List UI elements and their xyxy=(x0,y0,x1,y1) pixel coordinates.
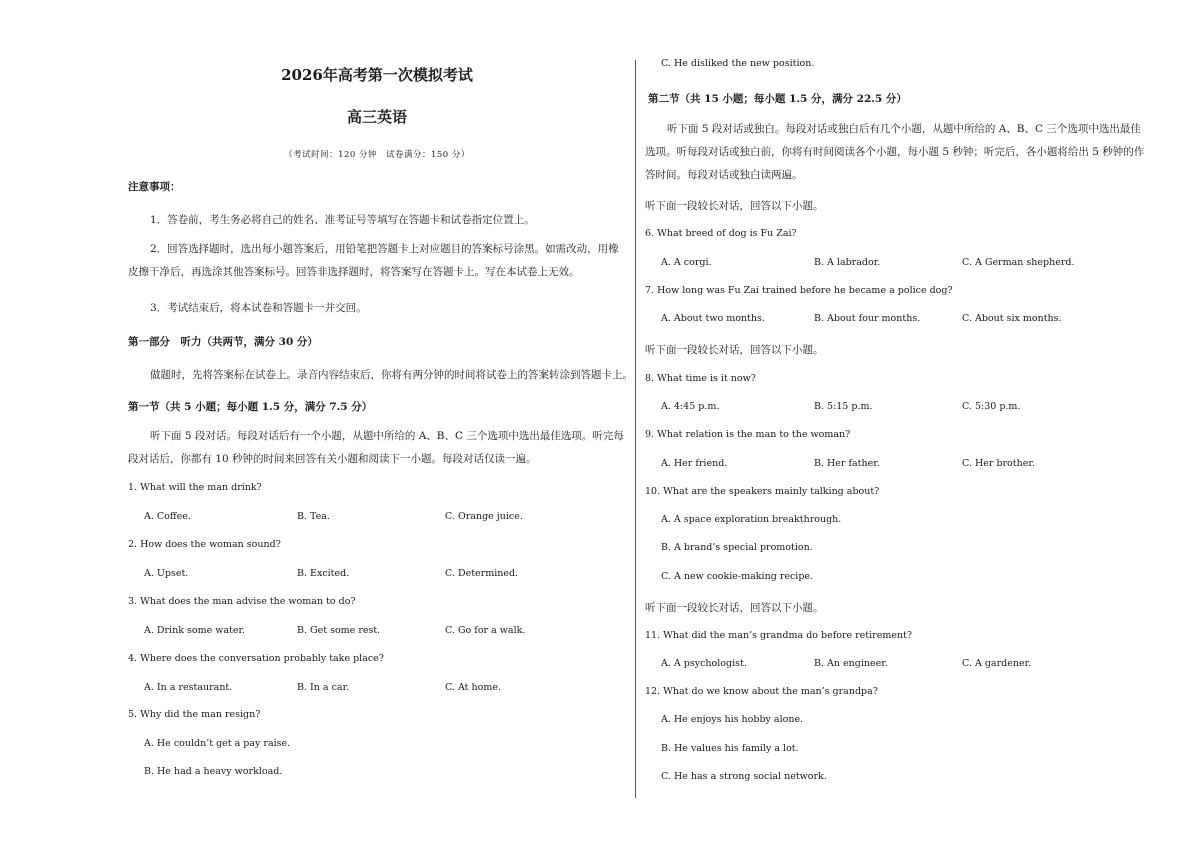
q1-option-c: C. Orange juice. xyxy=(445,511,523,522)
notice-item-2: 2．回答选择题时，选出每小题答案后，用铅笔把答题卡上对应题目的答案标号涂黑。如需改动，用橡皮擦干净后，再选涂其他答案标号。回答非选择题时，将答案写在答题卡上。写在本试卷上无效。 xyxy=(128,243,619,278)
exam-title: 2026年高考第一次模拟考试 xyxy=(281,66,473,84)
q6-option-a: A. A corgi. xyxy=(661,257,712,268)
q2-option-c: C. Determined. xyxy=(445,568,519,579)
question-2: 2. How does the woman sound? xyxy=(128,539,281,550)
notice-item-3: 3．考试结束后，将本试卷和答题卡一并交回。 xyxy=(150,302,367,314)
q12-option-c: C. He has a strong social network. xyxy=(661,771,827,782)
q8-option-a: A. 4:45 p.m. xyxy=(661,401,720,412)
q5-option-a: A. He couldn’t get a pay raise. xyxy=(144,738,291,749)
listen-long-2: 听下面一段较长对话，回答以下小题。 xyxy=(645,344,824,356)
q10-option-c: C. A new cookie-making recipe. xyxy=(661,571,814,582)
exam-subtitle: 高三英语 xyxy=(346,108,407,126)
q12-option-a: A. He enjoys his hobby alone. xyxy=(661,714,804,725)
question-5: 5. Why did the man resign? xyxy=(128,709,261,720)
q8-option-b: B. 5:15 p.m. xyxy=(814,401,873,412)
q8-option-c: C. 5:30 p.m. xyxy=(962,401,1021,412)
q9-option-c: C. Her brother. xyxy=(962,458,1035,469)
section2-instructions: 听下面 5 段对话或独白。每段对话或独白后有几个小题，从题中所给的 A、B、C 三个选项中选出最佳选项。听每段对话或独白前，你将有时间阅读各个小题，每小题 5 秒钟；听完后，各小题将给出 5 秒钟的作答时间。每段对话或独白读两遍。 xyxy=(645,123,1145,181)
q4-option-c: C. At home. xyxy=(445,682,501,693)
question-7: 7. How long was Fu Zai trained before he became a police dog? xyxy=(645,285,953,296)
q7-option-c: C. About six months. xyxy=(962,313,1062,324)
part1-intro: 做题时，先将答案标在试卷上。录音内容结束后，你将有两分钟的时间将试卷上的答案转涂到答题卡上。 xyxy=(150,369,633,381)
q10-option-a: A. A space exploration breakthrough. xyxy=(661,514,842,525)
question-11: 11. What did the man’s grandma do before retirement? xyxy=(645,630,912,641)
q3-option-a: A. Drink some water. xyxy=(144,625,245,636)
q4-option-b: B. In a car. xyxy=(297,682,350,693)
section2-heading: 第二节（共 15 小题；每小题 1.5 分，满分 22.5 分） xyxy=(648,93,907,105)
question-4: 4. Where does the conversation probably take place? xyxy=(128,653,384,664)
exam-info: （考试时间：120 分钟 试卷满分：150 分） xyxy=(284,150,470,160)
q10-option-b: B. A brand’s special promotion. xyxy=(661,542,813,553)
q2-option-b: B. Excited. xyxy=(297,568,350,579)
listen-long-3: 听下面一段较长对话，回答以下小题。 xyxy=(645,602,824,614)
q4-option-a: A. In a restaurant. xyxy=(144,682,233,693)
notice-item-1: 1．答卷前，考生务必将自己的姓名、准考证号等填写在答题卡和试卷指定位置上。 xyxy=(150,214,535,226)
q5-option-b: B. He had a heavy workload. xyxy=(144,766,283,777)
q7-option-a: A. About two months. xyxy=(661,313,765,324)
q3-option-c: C. Go for a walk. xyxy=(445,625,526,636)
q7-option-b: B. About four months. xyxy=(814,313,921,324)
question-1: 1. What will the man drink? xyxy=(128,482,262,493)
q12-option-b: B. He values his family a lot. xyxy=(661,743,799,754)
q11-option-a: A. A psychologist. xyxy=(661,658,747,669)
column-divider xyxy=(635,60,636,798)
q3-option-b: B. Get some rest. xyxy=(297,625,381,636)
q11-option-b: B. An engineer. xyxy=(814,658,888,669)
q1-option-a: A. Coffee. xyxy=(144,511,191,522)
question-3: 3. What does the man advise the woman to do? xyxy=(128,596,356,607)
section1-heading: 第一节（共 5 小题；每小题 1.5 分，满分 7.5 分） xyxy=(128,401,373,413)
listen-long-1: 听下面一段较长对话，回答以下小题。 xyxy=(645,200,824,212)
q5-option-c: C. He disliked the new position. xyxy=(661,58,815,69)
q2-option-a: A. Upset. xyxy=(144,568,189,579)
q1-option-b: B. Tea. xyxy=(297,511,330,522)
question-6: 6. What breed of dog is Fu Zai? xyxy=(645,228,797,239)
q9-option-a: A. Her friend. xyxy=(661,458,728,469)
q6-option-c: C. A German shepherd. xyxy=(962,257,1075,268)
q6-option-b: B. A labrador. xyxy=(814,257,881,268)
part1-heading: 第一部分 听力（共两节，满分 30 分） xyxy=(128,336,318,348)
question-12: 12. What do we know about the man’s grandpa? xyxy=(645,686,878,697)
notice-heading: 注意事项： xyxy=(128,181,181,193)
question-9: 9. What relation is the man to the woman? xyxy=(645,429,851,440)
q9-option-b: B. Her father. xyxy=(814,458,880,469)
question-10: 10. What are the speakers mainly talking about? xyxy=(645,486,880,497)
question-8: 8. What time is it now? xyxy=(645,373,756,384)
section1-instructions: 听下面 5 段对话。每段对话后有一个小题，从题中所给的 A、B、C 三个选项中选出最佳选项。听完每段对话后，你都有 10 秒钟的时间来回答有关小题和阅读下一小题。每段对话仅读一遍。 xyxy=(128,430,624,465)
q11-option-c: C. A gardener. xyxy=(962,658,1032,669)
